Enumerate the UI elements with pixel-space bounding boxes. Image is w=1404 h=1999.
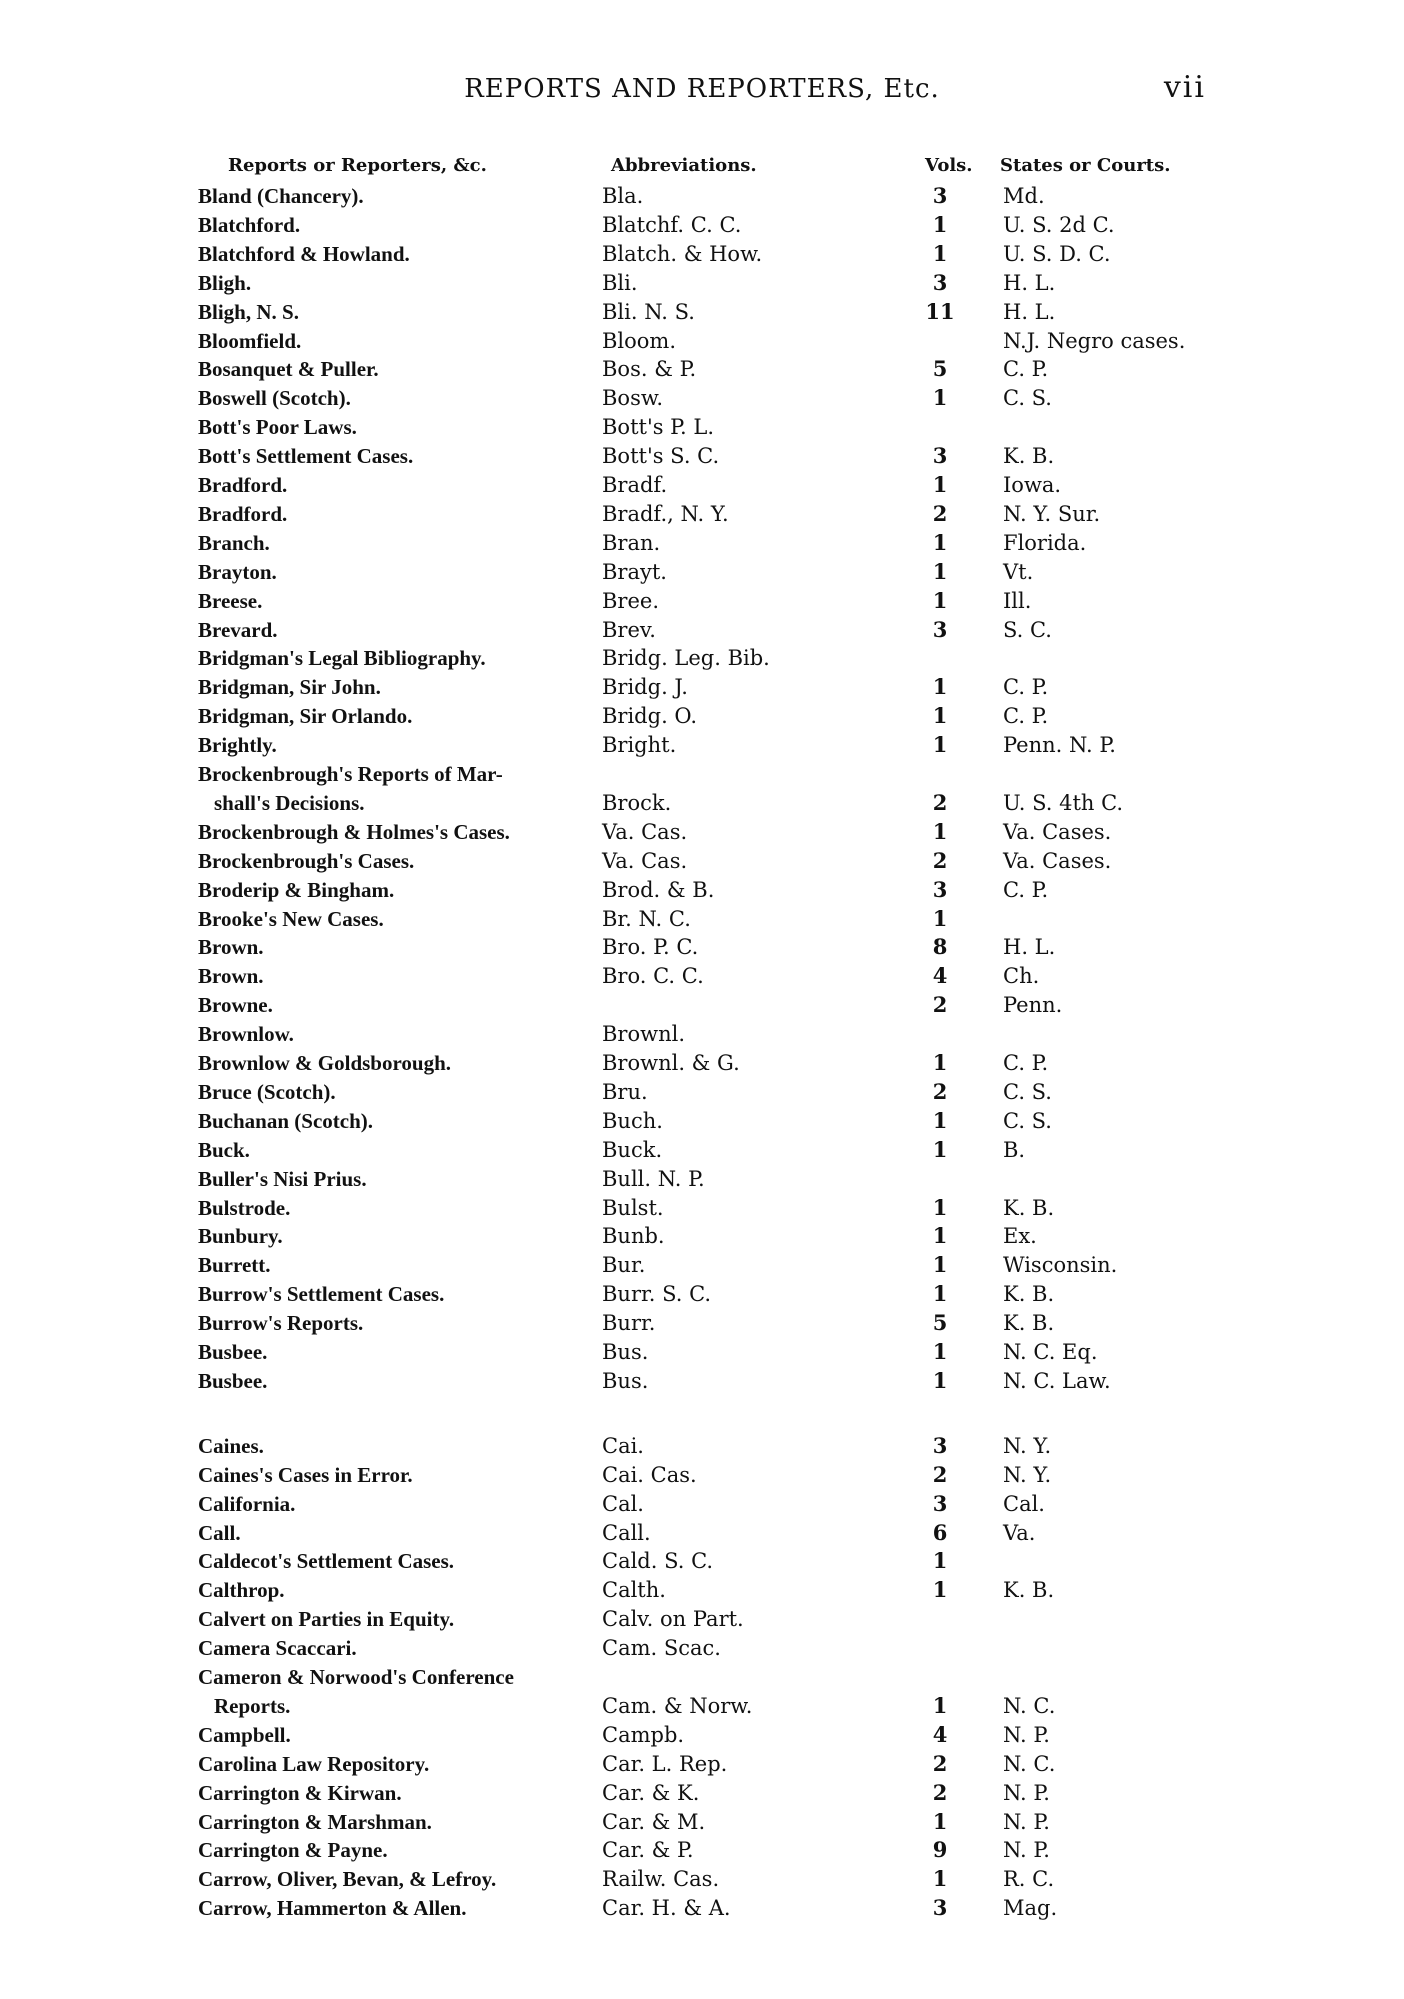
state-or-court: U. S. 4th C.: [1003, 790, 1124, 815]
abbreviation: Burr.: [602, 1311, 656, 1336]
table-row: [0, 818, 1404, 846]
reporter-name: Branch.: [198, 530, 270, 555]
reporter-name: Carrington & Kirwan.: [198, 1780, 402, 1805]
table-row: [0, 1280, 1404, 1308]
volume-count: 5: [932, 1310, 948, 1336]
table-row: [0, 1865, 1404, 1893]
state-or-court: Ill.: [1003, 588, 1032, 613]
state-or-court: B.: [1003, 1137, 1026, 1162]
reporter-name: Reports.: [214, 1693, 291, 1718]
abbreviation: Car. & M.: [602, 1809, 706, 1834]
reporter-name: Bulstrode.: [198, 1195, 291, 1220]
reporter-name: Carrow, Hammerton & Allen.: [198, 1896, 467, 1921]
volume-count: 1: [932, 1252, 948, 1278]
abbreviation: Buck.: [602, 1137, 663, 1162]
reporter-name: Call.: [198, 1520, 241, 1545]
reporter-name: Burrow's Reports.: [198, 1311, 364, 1336]
table-row: [0, 355, 1404, 383]
abbreviation: Brownl. & G.: [602, 1051, 740, 1075]
volume-count: 1: [932, 1577, 948, 1603]
abbreviation: Calth.: [602, 1578, 666, 1603]
state-or-court: H. L.: [1003, 935, 1056, 960]
table-row: [0, 1309, 1404, 1337]
abbreviation: Bran.: [602, 530, 661, 555]
reporter-name: Buller's Nisi Prius.: [198, 1166, 367, 1191]
table-row: [0, 384, 1404, 412]
state-or-court: N. P.: [1003, 1722, 1050, 1747]
reporters-table: [0, 182, 1404, 1942]
table-row: [0, 1808, 1404, 1836]
volume-count: 1: [932, 558, 948, 584]
abbreviation: Cam. Scac.: [602, 1636, 721, 1661]
table-row: [0, 529, 1404, 557]
volume-count: 1: [932, 1194, 948, 1220]
state-or-court: U. S. 2d C.: [1003, 212, 1115, 237]
abbreviation: Brock.: [602, 790, 672, 815]
volume-count: 6: [932, 1519, 948, 1545]
column-header-abbreviation: Abbreviations.: [611, 155, 757, 176]
reporter-name: Bradford.: [198, 473, 288, 497]
page-header: [0, 70, 1404, 114]
abbreviation: Brownl.: [602, 1022, 686, 1047]
volume-count: 1: [932, 703, 948, 729]
state-or-court: N. C. Eq.: [1003, 1340, 1098, 1364]
abbreviation: Br. N. C.: [602, 906, 691, 931]
state-or-court: Vt.: [1003, 559, 1034, 584]
table-row: [0, 1020, 1404, 1048]
table-row: [0, 1836, 1404, 1864]
reporter-name: Blatchford & Howland.: [198, 241, 410, 266]
reporter-name: Caldecot's Settlement Cases.: [198, 1549, 455, 1574]
reporter-name: Camera Scaccari.: [198, 1636, 357, 1661]
reporter-name: Brockenbrough's Cases.: [198, 848, 415, 873]
table-row: [0, 413, 1404, 441]
abbreviation: Bru.: [602, 1079, 648, 1104]
state-or-court: C. S.: [1003, 1079, 1052, 1104]
abbreviation: Bridg. J.: [602, 675, 688, 700]
abbreviation: Burr. S. C.: [602, 1282, 712, 1307]
volume-count: 8: [932, 934, 948, 960]
table-row: [0, 269, 1404, 297]
abbreviation: Blatchf. C. C.: [602, 212, 742, 237]
volume-count: 1: [932, 1223, 948, 1249]
table-row: [0, 933, 1404, 961]
table-row: [0, 1222, 1404, 1250]
state-or-court: Ex.: [1003, 1224, 1037, 1249]
state-or-court: C. P.: [1003, 704, 1049, 729]
volume-count: 3: [932, 269, 948, 295]
reporter-name: Brownlow & Goldsborough.: [198, 1051, 452, 1075]
volume-count: 1: [932, 1808, 948, 1834]
table-row: [0, 182, 1404, 210]
reporter-name: Brown.: [198, 935, 264, 960]
state-or-court: C. P.: [1003, 877, 1049, 902]
table-row: [0, 1078, 1404, 1106]
state-or-court: Va.: [1003, 1520, 1036, 1545]
reporter-name: Caines's Cases in Error.: [198, 1462, 413, 1487]
state-or-court: C. P.: [1003, 675, 1049, 700]
abbreviation: Bro. P. C.: [602, 935, 699, 960]
volume-count: 3: [932, 183, 948, 208]
reporter-name: Bligh.: [198, 270, 252, 295]
volume-count: 1: [932, 1339, 948, 1364]
state-or-court: U. S. D. C.: [1003, 241, 1111, 266]
table-row: [0, 1750, 1404, 1778]
volume-count: 1: [932, 211, 948, 237]
table-row: [0, 1894, 1404, 1922]
table-row: [0, 558, 1404, 586]
abbreviation: Buch.: [602, 1108, 663, 1133]
abbreviation: Bree.: [602, 588, 660, 613]
table-row: [0, 442, 1404, 470]
table-row: [0, 847, 1404, 875]
reporter-name: Carrington & Marshman.: [198, 1809, 432, 1834]
table-row: [0, 1194, 1404, 1222]
volume-count: 1: [932, 1692, 948, 1718]
table-row: [0, 616, 1404, 644]
column-header-reporter: Reports or Reporters, &c.: [228, 155, 487, 176]
state-or-court: C. S.: [1003, 386, 1052, 411]
state-or-court: Ch.: [1003, 964, 1040, 989]
reporter-name: Carolina Law Repository.: [198, 1751, 430, 1776]
table-row: [0, 1490, 1404, 1518]
volume-count: 3: [932, 1432, 948, 1458]
volume-count: 11: [925, 298, 955, 324]
table-row: [0, 1663, 1404, 1691]
table-row: [0, 962, 1404, 990]
state-or-court: Penn. N. P.: [1003, 733, 1116, 758]
volume-count: 1: [932, 674, 948, 700]
volume-count: 2: [932, 1750, 948, 1776]
table-row: [0, 211, 1404, 239]
volume-count: 3: [932, 443, 948, 469]
table-row: [0, 760, 1404, 788]
state-or-court: K. B.: [1003, 1311, 1055, 1336]
abbreviation: Bus.: [602, 1340, 649, 1364]
reporter-name: Brockenbrough's Reports of Mar-: [198, 762, 503, 786]
abbreviation: Cal.: [602, 1491, 644, 1516]
table-row: [0, 905, 1404, 933]
table-row: [0, 644, 1404, 672]
page-number: vii: [1163, 70, 1206, 105]
reporter-name: Brooke's New Cases.: [198, 906, 384, 931]
state-or-court: R. C.: [1003, 1867, 1055, 1892]
table-row: [0, 1692, 1404, 1720]
abbreviation: Cai.: [602, 1433, 644, 1458]
reporter-name: Busbee.: [198, 1368, 268, 1393]
volume-count: 1: [932, 1050, 948, 1075]
reporter-name: Bridgman's Legal Bibliography.: [198, 646, 486, 671]
state-or-court: C. P.: [1003, 357, 1049, 382]
table-row: [0, 1461, 1404, 1489]
reporter-name: Burrett.: [198, 1253, 271, 1278]
table-row: [0, 587, 1404, 615]
abbreviation: Car. & P.: [602, 1838, 694, 1863]
abbreviation: Railw. Cas.: [602, 1867, 720, 1892]
reporter-name: Broderip & Bingham.: [198, 877, 395, 902]
reporter-name: Bridgman, Sir Orlando.: [198, 704, 413, 729]
state-or-court: Iowa.: [1003, 473, 1062, 497]
state-or-court: Penn.: [1003, 993, 1063, 1018]
abbreviation: Blatch. & How.: [602, 241, 763, 266]
reporter-name: Calthrop.: [198, 1578, 285, 1603]
volume-count: 3: [932, 1490, 948, 1516]
abbreviation: Bro. C. C.: [602, 964, 704, 989]
state-or-court: N. C. Law.: [1003, 1368, 1111, 1393]
volume-count: 3: [932, 876, 948, 902]
abbreviation: Va. Cas.: [602, 819, 688, 844]
table-row: [0, 1432, 1404, 1460]
table-row: [0, 673, 1404, 701]
abbreviation: Bull. N. P.: [602, 1166, 705, 1191]
volume-count: 1: [932, 905, 948, 931]
reporter-name: Bunbury.: [198, 1224, 283, 1249]
volume-count: 3: [932, 616, 948, 642]
abbreviation: Bradf.: [602, 473, 668, 497]
abbreviation: Bus.: [602, 1368, 649, 1393]
abbreviation: Bott's P. L.: [602, 415, 715, 440]
volume-count: 2: [932, 1078, 948, 1104]
state-or-court: N. P.: [1003, 1809, 1050, 1834]
table-row: [0, 991, 1404, 1019]
volume-count: 1: [932, 240, 948, 266]
abbreviation: Car. H. & A.: [602, 1896, 731, 1921]
abbreviation: Bli. N. S.: [602, 299, 695, 324]
reporter-name: Brownlow.: [198, 1022, 294, 1047]
state-or-court: N. P.: [1003, 1838, 1050, 1863]
reporter-name: Bradford.: [198, 501, 288, 526]
state-or-court: Md.: [1003, 184, 1045, 208]
abbreviation: Bradf., N. Y.: [602, 501, 729, 526]
volume-count: 4: [932, 963, 948, 989]
state-or-court: N.J. Negro cases.: [1003, 328, 1186, 353]
table-row: [0, 1721, 1404, 1749]
table-row: [0, 731, 1404, 759]
volume-count: 4: [932, 1721, 948, 1747]
state-or-court: N. P.: [1003, 1780, 1050, 1805]
abbreviation: Car. & K.: [602, 1780, 700, 1805]
state-or-court: H. L.: [1003, 299, 1056, 324]
abbreviation: Bosw.: [602, 386, 664, 411]
state-or-court: N. Y.: [1003, 1462, 1052, 1487]
table-row: [0, 327, 1404, 355]
abbreviation: Brayt.: [602, 559, 667, 584]
reporter-name: Boswell (Scotch).: [198, 386, 351, 411]
abbreviation: Cai. Cas.: [602, 1462, 697, 1487]
abbreviation: Call.: [602, 1520, 651, 1545]
volume-count: 1: [932, 818, 948, 844]
reporter-name: Bligh, N. S.: [198, 299, 299, 324]
volume-count: 2: [932, 500, 948, 526]
table-row: [0, 702, 1404, 730]
table-row: [0, 1519, 1404, 1547]
state-or-court: C. S.: [1003, 1108, 1052, 1133]
table-row: [0, 298, 1404, 326]
abbreviation: Brev.: [602, 617, 656, 642]
reporter-name: Bruce (Scotch).: [198, 1079, 336, 1104]
table-row: [0, 1136, 1404, 1164]
state-or-court: Wisconsin.: [1003, 1253, 1118, 1278]
reporter-name: shall's Decisions.: [214, 790, 365, 815]
abbreviation: Bulst.: [602, 1195, 664, 1220]
state-or-court: Va. Cases.: [1003, 848, 1112, 873]
abbreviation: Bla.: [602, 184, 644, 208]
reporter-name: Carrow, Oliver, Bevan, & Lefroy.: [198, 1867, 497, 1892]
state-or-court: Mag.: [1003, 1896, 1058, 1921]
abbreviation: Brod. & B.: [602, 877, 715, 902]
table-row: [0, 500, 1404, 528]
state-or-court: H. L.: [1003, 270, 1056, 295]
reporter-name: Bosanquet & Puller.: [198, 357, 379, 382]
volume-count: 2: [932, 789, 948, 815]
state-or-court: N. C.: [1003, 1693, 1056, 1718]
volume-count: 1: [932, 732, 948, 758]
abbreviation: Bunb.: [602, 1224, 665, 1249]
table-row: [0, 1779, 1404, 1807]
table-row: [0, 1634, 1404, 1662]
state-or-court: C. P.: [1003, 1051, 1049, 1075]
state-or-court: S. C.: [1003, 617, 1052, 642]
table-row: [0, 1367, 1404, 1395]
state-or-court: Va. Cases.: [1003, 819, 1112, 844]
volume-count: 2: [932, 1461, 948, 1487]
table-row: [0, 1165, 1404, 1193]
volume-count: 1: [932, 1136, 948, 1162]
reporter-name: Campbell.: [198, 1722, 291, 1747]
state-or-court: Cal.: [1003, 1491, 1045, 1516]
abbreviation: Campb.: [602, 1722, 685, 1747]
table-row: [0, 789, 1404, 817]
reporter-name: Buck.: [198, 1137, 250, 1162]
volume-count: 2: [932, 1779, 948, 1805]
table-row: [0, 1338, 1404, 1366]
abbreviation: Bli.: [602, 270, 638, 295]
abbreviation: Cam. & Norw.: [602, 1693, 753, 1718]
state-or-court: K. B.: [1003, 1195, 1055, 1220]
volume-count: 9: [932, 1837, 948, 1863]
reporter-name: Brevard.: [198, 617, 278, 642]
abbreviation: Cald. S. C.: [602, 1549, 714, 1574]
table-row: [0, 1251, 1404, 1279]
volume-count: 1: [932, 1107, 948, 1133]
state-or-court: Florida.: [1003, 530, 1087, 555]
state-or-court: N. Y.: [1003, 1433, 1052, 1458]
volume-count: 1: [932, 1548, 948, 1574]
table-row: [0, 471, 1404, 499]
abbreviation: Bridg. Leg. Bib.: [602, 646, 770, 671]
reporter-name: Carrington & Payne.: [198, 1838, 388, 1863]
table-row: [0, 1576, 1404, 1604]
abbreviation: Va. Cas.: [602, 848, 688, 873]
reporter-name: Brockenbrough & Holmes's Cases.: [198, 819, 510, 844]
column-headers: [0, 155, 1404, 181]
state-or-court: K. B.: [1003, 1282, 1055, 1307]
column-header-courts: States or Courts.: [1000, 155, 1171, 176]
reporter-name: Blatchford.: [198, 212, 301, 237]
reporter-name: California.: [198, 1491, 296, 1516]
reporter-name: Bland (Chancery).: [198, 184, 364, 208]
reporter-name: Caines.: [198, 1433, 264, 1458]
state-or-court: N. C.: [1003, 1751, 1056, 1776]
abbreviation: Bur.: [602, 1253, 646, 1278]
volume-count: 2: [932, 847, 948, 873]
column-header-vols: Vols.: [925, 155, 973, 176]
abbreviation: Bridg. O.: [602, 704, 698, 729]
state-or-court: K. B.: [1003, 1578, 1055, 1603]
reporter-name: Brightly.: [198, 733, 277, 758]
running-title: REPORTS AND REPORTERS, Etc.: [464, 74, 940, 104]
abbreviation: Car. L. Rep.: [602, 1751, 728, 1776]
volume-count: 1: [932, 385, 948, 411]
reporter-name: Breese.: [198, 588, 263, 613]
abbreviation: Bos. & P.: [602, 357, 697, 382]
state-or-court: N. Y. Sur.: [1003, 501, 1101, 526]
volume-count: 3: [932, 1895, 948, 1921]
abbreviation: Bott's S. C.: [602, 444, 720, 469]
reporter-name: Brayton.: [198, 559, 277, 584]
reporter-name: Brown.: [198, 964, 264, 989]
table-row: [0, 1049, 1404, 1077]
reporter-name: Bott's Poor Laws.: [198, 415, 357, 440]
table-row: [0, 1605, 1404, 1633]
table-row: [0, 1547, 1404, 1575]
reporter-name: Buchanan (Scotch).: [198, 1108, 374, 1133]
table-row: [0, 240, 1404, 268]
reporter-name: Browne.: [198, 993, 273, 1018]
volume-count: 1: [932, 1866, 948, 1892]
reporter-name: Bridgman, Sir John.: [198, 675, 381, 700]
reporter-name: Cameron & Norwood's Conference: [198, 1665, 514, 1689]
volume-count: 1: [932, 587, 948, 613]
reporter-name: Burrow's Settlement Cases.: [198, 1282, 445, 1307]
abbreviation: Bloom.: [602, 328, 677, 353]
table-row: [0, 876, 1404, 904]
reporter-name: Bloomfield.: [198, 328, 302, 353]
reporter-name: Busbee.: [198, 1340, 268, 1364]
volume-count: 1: [932, 1367, 948, 1393]
volume-count: 1: [932, 529, 948, 555]
volume-count: 1: [932, 1281, 948, 1307]
reporter-name: Bott's Settlement Cases.: [198, 444, 414, 469]
volume-count: 2: [932, 992, 948, 1018]
state-or-court: K. B.: [1003, 444, 1055, 469]
volume-count: 1: [932, 472, 948, 497]
reporter-name: Calvert on Parties in Equity.: [198, 1607, 455, 1632]
volume-count: 5: [932, 356, 948, 382]
abbreviation: Bright.: [602, 733, 677, 758]
table-row: [0, 1107, 1404, 1135]
abbreviation: Calv. on Part.: [602, 1607, 744, 1632]
